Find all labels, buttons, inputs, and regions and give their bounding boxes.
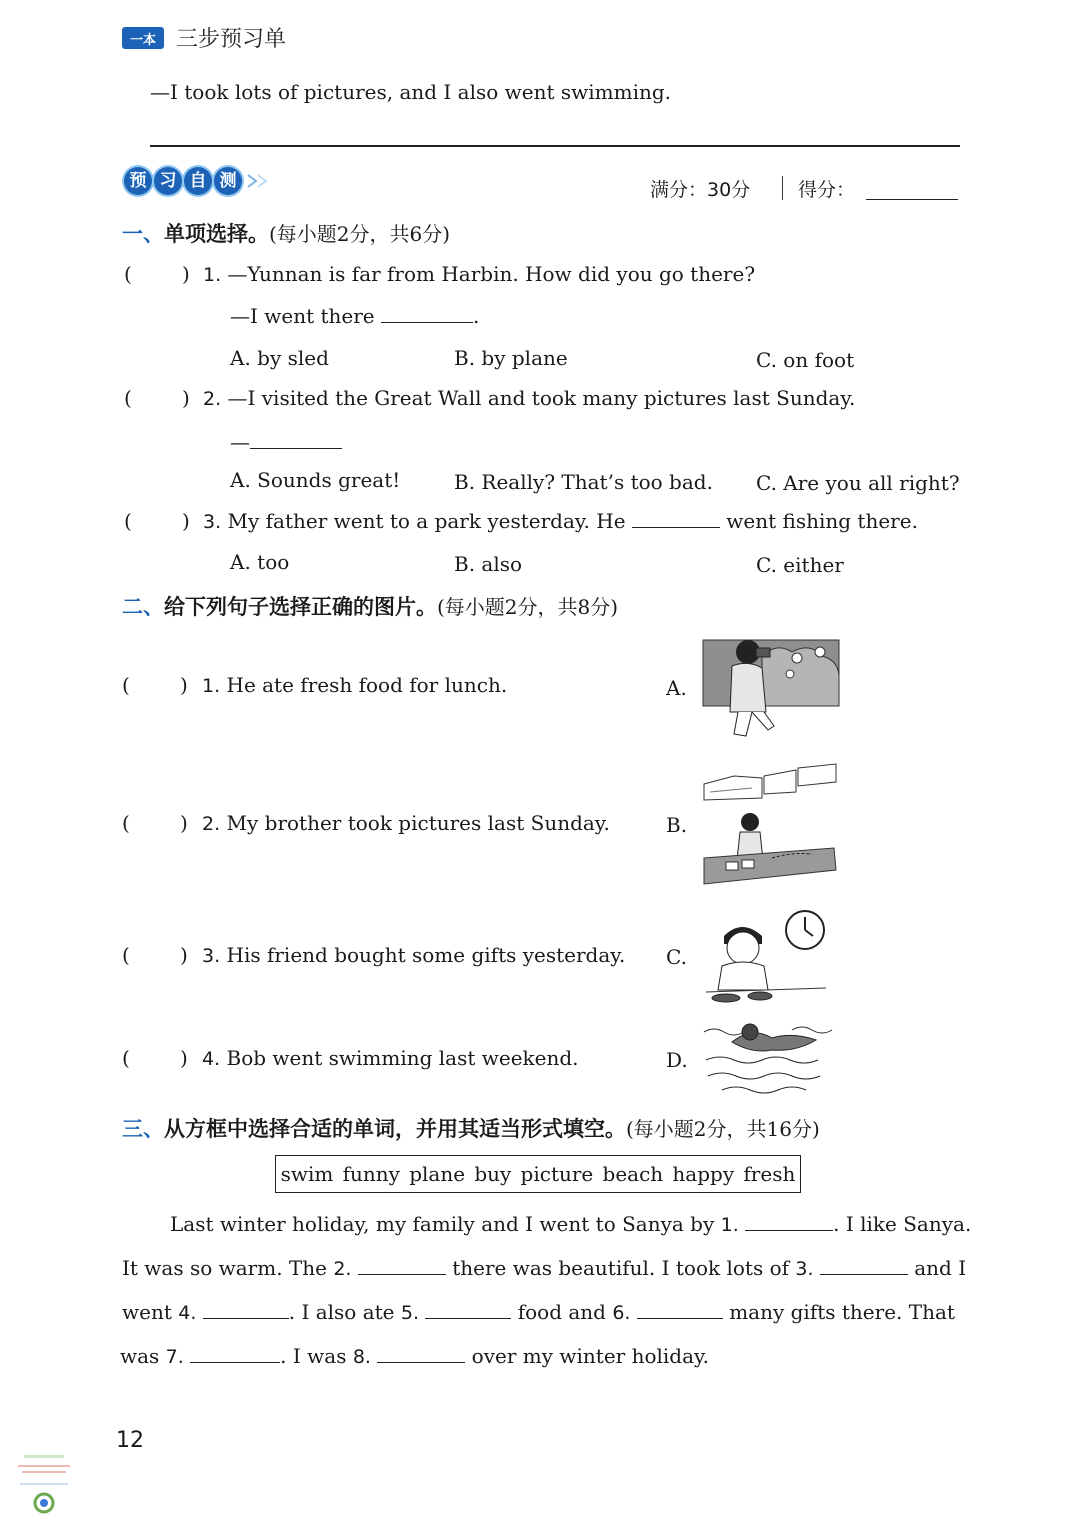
page-number: 12	[116, 1428, 144, 1453]
fill-blank[interactable]	[745, 1212, 833, 1231]
section-3-heading: 三、从方框中选择合适的单词，并用其适当形式填空。(每小题2分，共16分)	[122, 1117, 820, 1141]
section-1-heading: 一、单项选择。(每小题2分，共6分)	[122, 222, 451, 246]
selftest-char: 习	[154, 167, 182, 195]
match-sentence: 4. Bob went swimming last weekend.	[202, 1046, 579, 1070]
passage-line-2: It was so warm. The 2. there was beautiful. I took lots of 3. and I	[122, 1256, 967, 1280]
answer-paren-close: )	[182, 262, 190, 286]
answer-paren-open: (	[124, 386, 132, 410]
answer-paren-close: )	[180, 673, 188, 697]
passage-line-3: went 4. . I also ate 5. food and 6. many gifts there. That	[122, 1300, 955, 1324]
double-chevron-icon	[244, 171, 274, 191]
question-2-answer: —	[230, 430, 342, 454]
fill-blank[interactable]	[203, 1300, 289, 1319]
option: A. Sounds great!	[230, 468, 401, 492]
section-2-heading: 二、给下列句子选择正确的图片。(每小题2分，共8分)	[122, 595, 619, 619]
word-bank-word: fresh	[743, 1162, 796, 1186]
fill-blank[interactable]	[637, 1300, 723, 1319]
swimming-boy-image	[702, 1020, 840, 1094]
photographer-boy-image	[702, 636, 840, 740]
option: B. also	[454, 552, 523, 576]
question-3: 3. My father went to a park yesterday. He went fishing there.	[203, 509, 918, 533]
selftest-char: 预	[124, 167, 152, 195]
fill-blank[interactable]	[190, 1344, 280, 1363]
answer-paren-open: (	[124, 262, 132, 286]
fill-blank[interactable]	[820, 1256, 908, 1275]
question-1: 1. —Yunnan is far from Harbin. How did you go there?	[203, 262, 756, 286]
selftest-char: 自	[184, 167, 212, 195]
option: A. by sled	[230, 346, 329, 370]
eating-boy-image	[702, 908, 840, 1008]
selftest-char: 测	[214, 167, 242, 195]
option: B. by plane	[454, 346, 568, 370]
answer-paren-open: (	[124, 509, 132, 533]
question-2: 2. —I visited the Great Wall and took many pictures last Sunday.	[203, 386, 856, 410]
answer-paren-open: (	[122, 1046, 130, 1070]
match-sentence: 3. His friend bought some gifts yesterday.	[202, 943, 626, 967]
picture-letter: A.	[666, 676, 687, 700]
fill-blank[interactable]	[377, 1344, 465, 1363]
intro-answer-line: —I took lots of pictures, and I also went swimming.	[150, 80, 672, 104]
answer-paren-close: )	[182, 386, 190, 410]
answer-paren-open: (	[122, 811, 130, 835]
page-header-title: 三步预习单	[176, 27, 287, 52]
match-sentence: 1. He ate fresh food for lunch.	[202, 673, 508, 697]
option: B. Really? That’s too bad.	[454, 470, 713, 494]
option: A. too	[230, 550, 290, 574]
match-sentence: 2. My brother took pictures last Sunday.	[202, 811, 610, 835]
full-score: 满分：30分	[650, 179, 751, 201]
answer-paren-open: (	[122, 673, 130, 697]
word-bank-word: happy	[672, 1162, 735, 1186]
brand-badge: 一本	[122, 27, 164, 49]
option: C. Are you all right?	[756, 471, 960, 495]
picture-letter: C.	[666, 945, 687, 969]
word-bank-word: buy	[474, 1162, 512, 1186]
passage-line-4: was 7. . I was 8. over my winter holiday.	[120, 1344, 710, 1368]
answer-paren-close: )	[182, 509, 190, 533]
watermark-logo-icon	[16, 1455, 72, 1521]
picture-letter: D.	[666, 1048, 688, 1072]
question-1-answer: —I went there .	[230, 304, 480, 328]
picture-letter: B.	[666, 813, 688, 837]
word-bank-word: beach	[602, 1162, 664, 1186]
word-bank-word: picture	[520, 1162, 594, 1186]
fill-blank[interactable]	[425, 1300, 511, 1319]
word-bank	[275, 1155, 801, 1193]
score-label: 得分：	[798, 179, 856, 201]
option: C. on foot	[756, 348, 855, 372]
passage-line-1: Last winter holiday, my family and I went to Sanya by 1. . I like Sanya.	[170, 1212, 972, 1236]
answer-paren-close: )	[180, 1046, 188, 1070]
score-divider	[782, 176, 783, 200]
answer-paren-close: )	[180, 943, 188, 967]
shopping-boy-image	[702, 762, 840, 890]
word-bank-word: plane	[409, 1162, 466, 1186]
word-bank-word: swim	[280, 1162, 334, 1186]
writing-line	[150, 145, 960, 147]
answer-paren-close: )	[180, 811, 188, 835]
answer-paren-open: (	[122, 943, 130, 967]
fill-blank[interactable]	[358, 1256, 446, 1275]
option: C. either	[756, 553, 844, 577]
selftest-banner	[124, 167, 274, 195]
word-bank-word: funny	[342, 1162, 400, 1186]
score-blank[interactable]	[866, 199, 958, 200]
